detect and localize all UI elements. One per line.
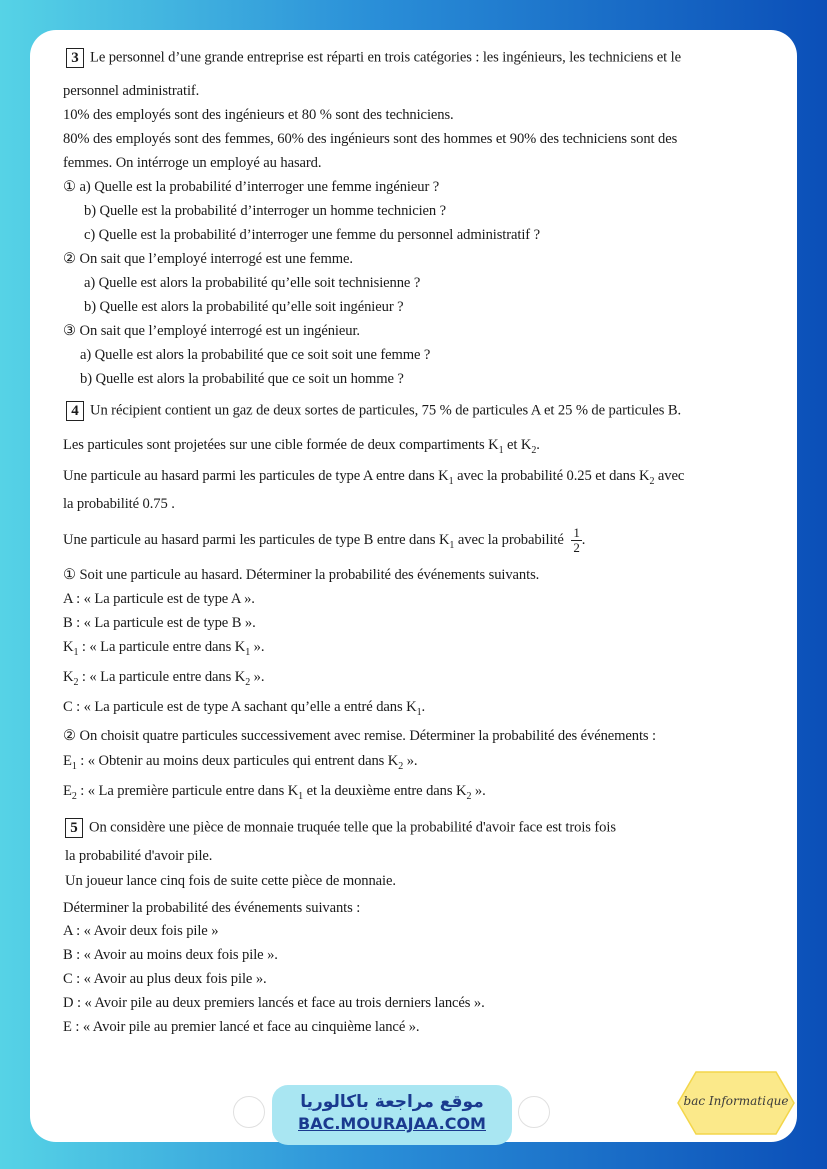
ex3-number-box: 3 (66, 48, 84, 68)
ex4-event-e2: $E_2$ : « La première particule entre dans $K_1$ et la deuxième entre dans $K_2$ ». (63, 783, 486, 802)
ex3-q1b: b) Quelle est la probabilité d’interroger un homme technicien ? (84, 203, 447, 219)
ex3-q3b: b) Quelle est alors la probabilité que ce soit un homme ? (80, 371, 404, 387)
ex5-event-c: C : « Avoir au plus deux fois pile ». (63, 971, 267, 987)
ex4-event-c: C : « La particule est de type A sachant qu’elle a entré dans $K_1$. (63, 699, 426, 718)
ex4-q2: ② On choisit quatre particules successivement avec remise. Déterminer la probabilité des événements : (63, 728, 657, 744)
ex5-line-3: Un joueur lance cinq fois de suite cette pièce de monnaie. (65, 873, 396, 889)
ex4-line-3: Une particule au hasard parmi les particules de type A entre dans $K_1$ avec la probabilité 0.25 et dans $K_2$ avec (63, 468, 685, 487)
site-url-link[interactable]: BAC.MOURAJAA.COM (298, 1114, 486, 1133)
document-content (30, 30, 797, 1142)
ex4-line-5: Une particule au hasard parmi les particules de type B entre dans $K_1$ avec la probabilité $\frac{1}{2}$ . (63, 525, 586, 556)
ex5-line-4: Déterminer la probabilité des événements suivants : (63, 900, 361, 916)
ex4-event-e1: $E_1$ : « Obtenir au moins deux particules qui entrent dans $K_2$ ». (63, 753, 418, 772)
ex4-q1: ① Soit une particule au hasard. Déterminer la probabilité des événements suivants. (63, 567, 540, 583)
right-site-logo (518, 1096, 550, 1128)
ex4-event-k2: $K_2$ : « La particule entre dans $K_2$ ». (63, 669, 265, 688)
ex4-line-1: 4 Un récipient contient un gaz de deux sortes de particules, 75 % de particules A et 25 % de particules B. (66, 401, 681, 421)
site-badge[interactable] (272, 1085, 512, 1145)
brand-badge (676, 1068, 796, 1138)
site-name-arabic: موقع مراجعة باكالوريا (300, 1092, 484, 1112)
ex3-q1c: c) Quelle est la probabilité d’interroger une femme du personnel administratif ? (84, 227, 540, 243)
ex3-q3: ③ On sait que l’employé interrogé est un ingénieur. (63, 323, 360, 339)
ex5-event-b: B : « Avoir au moins deux fois pile ». (63, 947, 278, 963)
ex4-line-4: la probabilité 0.75 . (63, 496, 175, 512)
ex5-event-a: A : « Avoir deux fois pile » (63, 923, 219, 939)
ex3-q2b: b) Quelle est alors la probabilité qu’elle soit ingénieur ? (84, 299, 404, 315)
ex5-line-2: la probabilité d'avoir pile. (65, 848, 213, 864)
ex3-q2a: a) Quelle est alors la probabilité qu’elle soit technisienne ? (84, 275, 421, 291)
ex3-q2: ② On sait que l’employé interrogé est une femme. (63, 251, 353, 267)
ex3-line-1: 3 Le personnel d’une grande entreprise est réparti en trois catégories : les ingénieurs, les techniciens et le (66, 48, 681, 68)
brand-text: bac Informatique (683, 1094, 789, 1108)
ex5-line-1: 5 On considère une pièce de monnaie truquée telle que la probabilité d'avoir face est trois fois (65, 818, 616, 838)
document-page (30, 30, 797, 1142)
ex5-event-e: E : « Avoir pile au premier lancé et face au cinquième lancé ». (63, 1019, 420, 1035)
ex4-event-k1: $K_1$ : « La particule entre dans $K_1$ ». (63, 639, 265, 658)
ex3-line-5: femmes. On intérroge un employé au hasard. (63, 155, 322, 171)
ex4-event-a: A : « La particule est de type A ». (63, 591, 255, 607)
ex3-q3a: a) Quelle est alors la probabilité que ce soit soit une femme ? (80, 347, 431, 363)
ex3-line-3: 10% des employés sont des ingénieurs et 80 % sont des techniciens. (63, 107, 454, 123)
ex5-number-box: 5 (65, 818, 83, 838)
ex3-line-4: 80% des employés sont des femmes, 60% des ingénieurs sont des hommes et 90% des techniciens sont des (63, 131, 678, 147)
fraction-one-half: $\frac{1}{2}$ (573, 525, 580, 556)
left-site-logo (233, 1096, 265, 1128)
ex4-event-b: B : « La particule est de type B ». (63, 615, 256, 631)
ex3-q1a: ① a) Quelle est la probabilité d’interroger une femme ingénieur ? (63, 179, 440, 195)
ex4-number-box: 4 (66, 401, 84, 421)
ex3-line-2: personnel administratif. (63, 83, 200, 99)
ex4-line-2: Les particules sont projetées sur une cible formée de deux compartiments $K_1$ et $K_2$. (63, 437, 540, 456)
ex5-event-d: D : « Avoir pile au deux premiers lancés et face au trois derniers lancés ». (63, 995, 485, 1011)
